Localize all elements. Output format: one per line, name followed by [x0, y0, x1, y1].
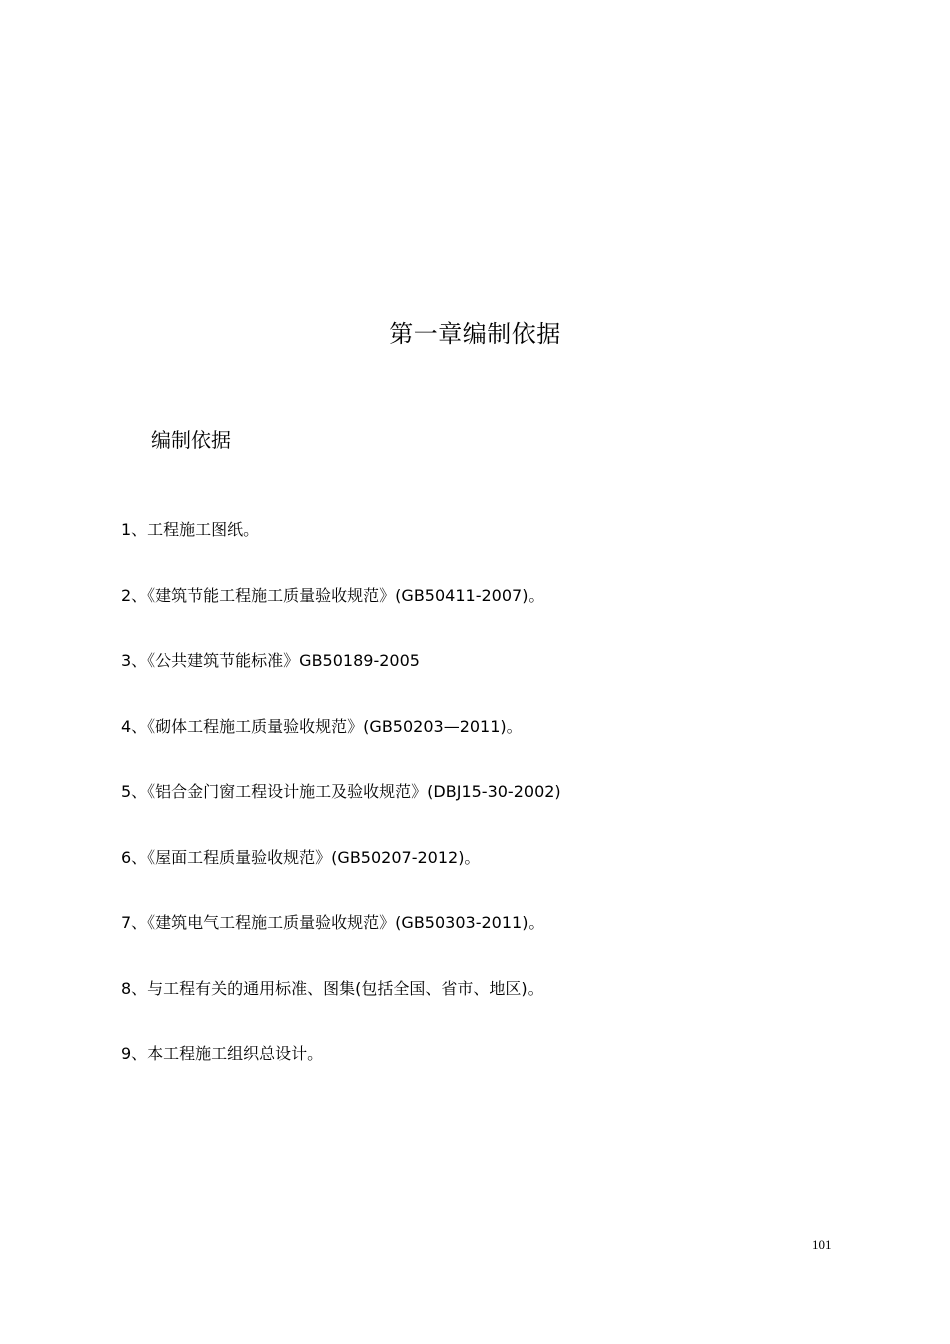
basis-list	[121, 514, 561, 1104]
list-item: 3、《公共建筑节能标准》GB50189-2005	[121, 651, 420, 670]
list-item: 5、《铝合金门窗工程设计施工及验收规范》(DBJ15-30-2002)	[121, 782, 561, 801]
page-number: 101	[812, 1237, 832, 1252]
list-item: 9、本工程施工组织总设计。	[121, 1044, 324, 1063]
list-item: 4、《砌体工程施工质量验收规范》(GB50203—2011)。	[121, 716, 523, 736]
list-item: 7、《建筑电气工程施工质量验收规范》(GB50303-2011)。	[121, 913, 545, 932]
list-item: 6、《屋面工程质量验收规范》(GB50207-2012)。	[121, 847, 481, 867]
list-item: 2、《建筑节能工程施工质量验收规范》(GB50411-2007)。	[121, 585, 545, 605]
list-item: 8、与工程有关的通用标准、图集(包括全国、省市、地区)。	[121, 978, 544, 998]
section-heading: 编制依据	[151, 428, 231, 452]
list-item: 1、工程施工图纸。	[121, 520, 260, 539]
chapter-title: 第一章编制依据	[389, 320, 561, 348]
